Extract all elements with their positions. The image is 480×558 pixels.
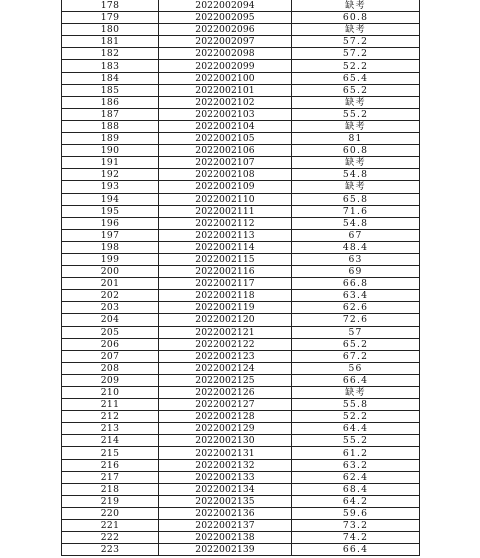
candidate-id-cell: 2022002114 [159, 241, 292, 253]
candidate-id-cell: 2022002116 [159, 266, 292, 278]
candidate-id-cell: 2022002110 [159, 193, 292, 205]
table-row [62, 193, 420, 205]
row-number-cell: 202 [62, 290, 159, 302]
row-number-cell: 220 [62, 507, 159, 519]
candidate-id-cell: 2022002121 [159, 326, 292, 338]
row-number-cell: 210 [62, 387, 159, 399]
score-table [61, 0, 420, 556]
row-number-cell: 186 [62, 96, 159, 108]
score-cell: 54.8 [292, 169, 420, 181]
candidate-id-cell: 2022002099 [159, 60, 292, 72]
row-number-cell: 185 [62, 84, 159, 96]
table-row [62, 290, 420, 302]
candidate-id-cell: 2022002119 [159, 302, 292, 314]
candidate-id-cell: 2022002139 [159, 544, 292, 556]
candidate-id-cell: 2022002131 [159, 447, 292, 459]
table-row [62, 72, 420, 84]
score-table-body [62, 0, 420, 556]
candidate-id-cell: 2022002124 [159, 362, 292, 374]
score-cell: 57 [292, 326, 420, 338]
row-number-cell: 214 [62, 435, 159, 447]
table-row [62, 507, 420, 519]
score-cell: 60.8 [292, 145, 420, 157]
candidate-id-cell: 2022002135 [159, 495, 292, 507]
score-cell: 55.2 [292, 108, 420, 120]
table-row [62, 60, 420, 72]
candidate-id-cell: 2022002112 [159, 217, 292, 229]
candidate-id-cell: 2022002137 [159, 520, 292, 532]
candidate-id-cell: 2022002108 [159, 169, 292, 181]
table-row [62, 108, 420, 120]
table-row [62, 205, 420, 217]
row-number-cell: 208 [62, 362, 159, 374]
score-cell: 缺考 [292, 120, 420, 132]
table-row [62, 48, 420, 60]
candidate-id-cell: 2022002132 [159, 459, 292, 471]
score-cell: 缺考 [292, 96, 420, 108]
table-row [62, 266, 420, 278]
score-cell: 缺考 [292, 157, 420, 169]
score-cell: 74.2 [292, 532, 420, 544]
score-cell: 54.8 [292, 217, 420, 229]
table-row [62, 495, 420, 507]
table-row [62, 12, 420, 24]
score-cell: 63 [292, 253, 420, 265]
table-row [62, 157, 420, 169]
candidate-id-cell: 2022002122 [159, 338, 292, 350]
score-cell: 65.2 [292, 84, 420, 96]
score-cell: 52.2 [292, 60, 420, 72]
score-cell: 55.8 [292, 399, 420, 411]
candidate-id-cell: 2022002118 [159, 290, 292, 302]
table-row [62, 302, 420, 314]
candidate-id-cell: 2022002101 [159, 84, 292, 96]
row-number-cell: 207 [62, 350, 159, 362]
table-row [62, 145, 420, 157]
row-number-cell: 222 [62, 532, 159, 544]
row-number-cell: 195 [62, 205, 159, 217]
score-cell: 57.2 [292, 36, 420, 48]
candidate-id-cell: 2022002125 [159, 374, 292, 386]
row-number-cell: 200 [62, 266, 159, 278]
score-cell: 61.2 [292, 447, 420, 459]
candidate-id-cell: 2022002107 [159, 157, 292, 169]
table-row [62, 229, 420, 241]
candidate-id-cell: 2022002130 [159, 435, 292, 447]
row-number-cell: 188 [62, 120, 159, 132]
row-number-cell: 216 [62, 459, 159, 471]
score-cell: 69 [292, 266, 420, 278]
row-number-cell: 204 [62, 314, 159, 326]
score-cell: 64.2 [292, 495, 420, 507]
table-row [62, 459, 420, 471]
score-cell: 67.2 [292, 350, 420, 362]
candidate-id-cell: 2022002105 [159, 133, 292, 145]
row-number-cell: 209 [62, 374, 159, 386]
score-cell: 67 [292, 229, 420, 241]
table-row [62, 544, 420, 556]
score-cell: 62.6 [292, 302, 420, 314]
row-number-cell: 223 [62, 544, 159, 556]
score-cell: 52.2 [292, 411, 420, 423]
score-cell: 59.6 [292, 507, 420, 519]
score-cell: 63.2 [292, 459, 420, 471]
row-number-cell: 191 [62, 157, 159, 169]
candidate-id-cell: 2022002109 [159, 181, 292, 193]
table-row [62, 350, 420, 362]
row-number-cell: 217 [62, 471, 159, 483]
candidate-id-cell: 2022002104 [159, 120, 292, 132]
table-row [62, 253, 420, 265]
row-number-cell: 219 [62, 495, 159, 507]
row-number-cell: 211 [62, 399, 159, 411]
table-row [62, 0, 420, 12]
candidate-id-cell: 2022002117 [159, 278, 292, 290]
row-number-cell: 221 [62, 520, 159, 532]
row-number-cell: 189 [62, 133, 159, 145]
candidate-id-cell: 2022002120 [159, 314, 292, 326]
candidate-id-cell: 2022002096 [159, 24, 292, 36]
score-cell: 缺考 [292, 0, 420, 12]
row-number-cell: 193 [62, 181, 159, 193]
candidate-id-cell: 2022002133 [159, 471, 292, 483]
candidate-id-cell: 2022002113 [159, 229, 292, 241]
candidate-id-cell: 2022002128 [159, 411, 292, 423]
score-cell: 缺考 [292, 387, 420, 399]
score-cell: 73.2 [292, 520, 420, 532]
score-cell: 48.4 [292, 241, 420, 253]
row-number-cell: 199 [62, 253, 159, 265]
candidate-id-cell: 2022002123 [159, 350, 292, 362]
row-number-cell: 190 [62, 145, 159, 157]
table-row [62, 326, 420, 338]
score-cell: 55.2 [292, 435, 420, 447]
row-number-cell: 183 [62, 60, 159, 72]
row-number-cell: 197 [62, 229, 159, 241]
table-row [62, 84, 420, 96]
row-number-cell: 178 [62, 0, 159, 12]
score-cell: 65.2 [292, 338, 420, 350]
row-number-cell: 194 [62, 193, 159, 205]
table-row [62, 362, 420, 374]
score-cell: 71.6 [292, 205, 420, 217]
row-number-cell: 218 [62, 483, 159, 495]
table-row [62, 520, 420, 532]
table-row [62, 411, 420, 423]
table-row [62, 314, 420, 326]
candidate-id-cell: 2022002111 [159, 205, 292, 217]
row-number-cell: 201 [62, 278, 159, 290]
row-number-cell: 187 [62, 108, 159, 120]
score-cell: 62.4 [292, 471, 420, 483]
table-row [62, 532, 420, 544]
score-cell: 缺考 [292, 24, 420, 36]
candidate-id-cell: 2022002100 [159, 72, 292, 84]
table-row [62, 387, 420, 399]
score-cell: 56 [292, 362, 420, 374]
row-number-cell: 182 [62, 48, 159, 60]
row-number-cell: 205 [62, 326, 159, 338]
score-cell: 66.8 [292, 278, 420, 290]
table-row [62, 96, 420, 108]
score-cell: 57.2 [292, 48, 420, 60]
table-row [62, 181, 420, 193]
score-cell: 63.4 [292, 290, 420, 302]
row-number-cell: 184 [62, 72, 159, 84]
candidate-id-cell: 2022002103 [159, 108, 292, 120]
candidate-id-cell: 2022002106 [159, 145, 292, 157]
candidate-id-cell: 2022002095 [159, 12, 292, 24]
table-row [62, 435, 420, 447]
table-row [62, 241, 420, 253]
table-row [62, 483, 420, 495]
candidate-id-cell: 2022002136 [159, 507, 292, 519]
candidate-id-cell: 2022002126 [159, 387, 292, 399]
row-number-cell: 198 [62, 241, 159, 253]
row-number-cell: 196 [62, 217, 159, 229]
candidate-id-cell: 2022002097 [159, 36, 292, 48]
score-cell: 68.4 [292, 483, 420, 495]
row-number-cell: 179 [62, 12, 159, 24]
row-number-cell: 215 [62, 447, 159, 459]
row-number-cell: 203 [62, 302, 159, 314]
score-cell: 缺考 [292, 181, 420, 193]
candidate-id-cell: 2022002129 [159, 423, 292, 435]
table-row [62, 423, 420, 435]
table-row [62, 338, 420, 350]
row-number-cell: 180 [62, 24, 159, 36]
score-cell: 64.4 [292, 423, 420, 435]
candidate-id-cell: 2022002138 [159, 532, 292, 544]
table-row [62, 374, 420, 386]
candidate-id-cell: 2022002115 [159, 253, 292, 265]
row-number-cell: 206 [62, 338, 159, 350]
table-row [62, 169, 420, 181]
table-row [62, 278, 420, 290]
row-number-cell: 181 [62, 36, 159, 48]
table-row [62, 471, 420, 483]
candidate-id-cell: 2022002094 [159, 0, 292, 12]
row-number-cell: 192 [62, 169, 159, 181]
score-cell: 72.6 [292, 314, 420, 326]
score-cell: 66.4 [292, 544, 420, 556]
score-cell: 60.8 [292, 12, 420, 24]
score-cell: 65.8 [292, 193, 420, 205]
score-cell: 66.4 [292, 374, 420, 386]
table-row [62, 399, 420, 411]
table-row [62, 36, 420, 48]
candidate-id-cell: 2022002098 [159, 48, 292, 60]
candidate-id-cell: 2022002127 [159, 399, 292, 411]
table-row [62, 447, 420, 459]
candidate-id-cell: 2022002134 [159, 483, 292, 495]
row-number-cell: 212 [62, 411, 159, 423]
table-row [62, 133, 420, 145]
table-row [62, 217, 420, 229]
table-row [62, 24, 420, 36]
table-row [62, 120, 420, 132]
score-cell: 65.4 [292, 72, 420, 84]
candidate-id-cell: 2022002102 [159, 96, 292, 108]
score-cell: 81 [292, 133, 420, 145]
row-number-cell: 213 [62, 423, 159, 435]
